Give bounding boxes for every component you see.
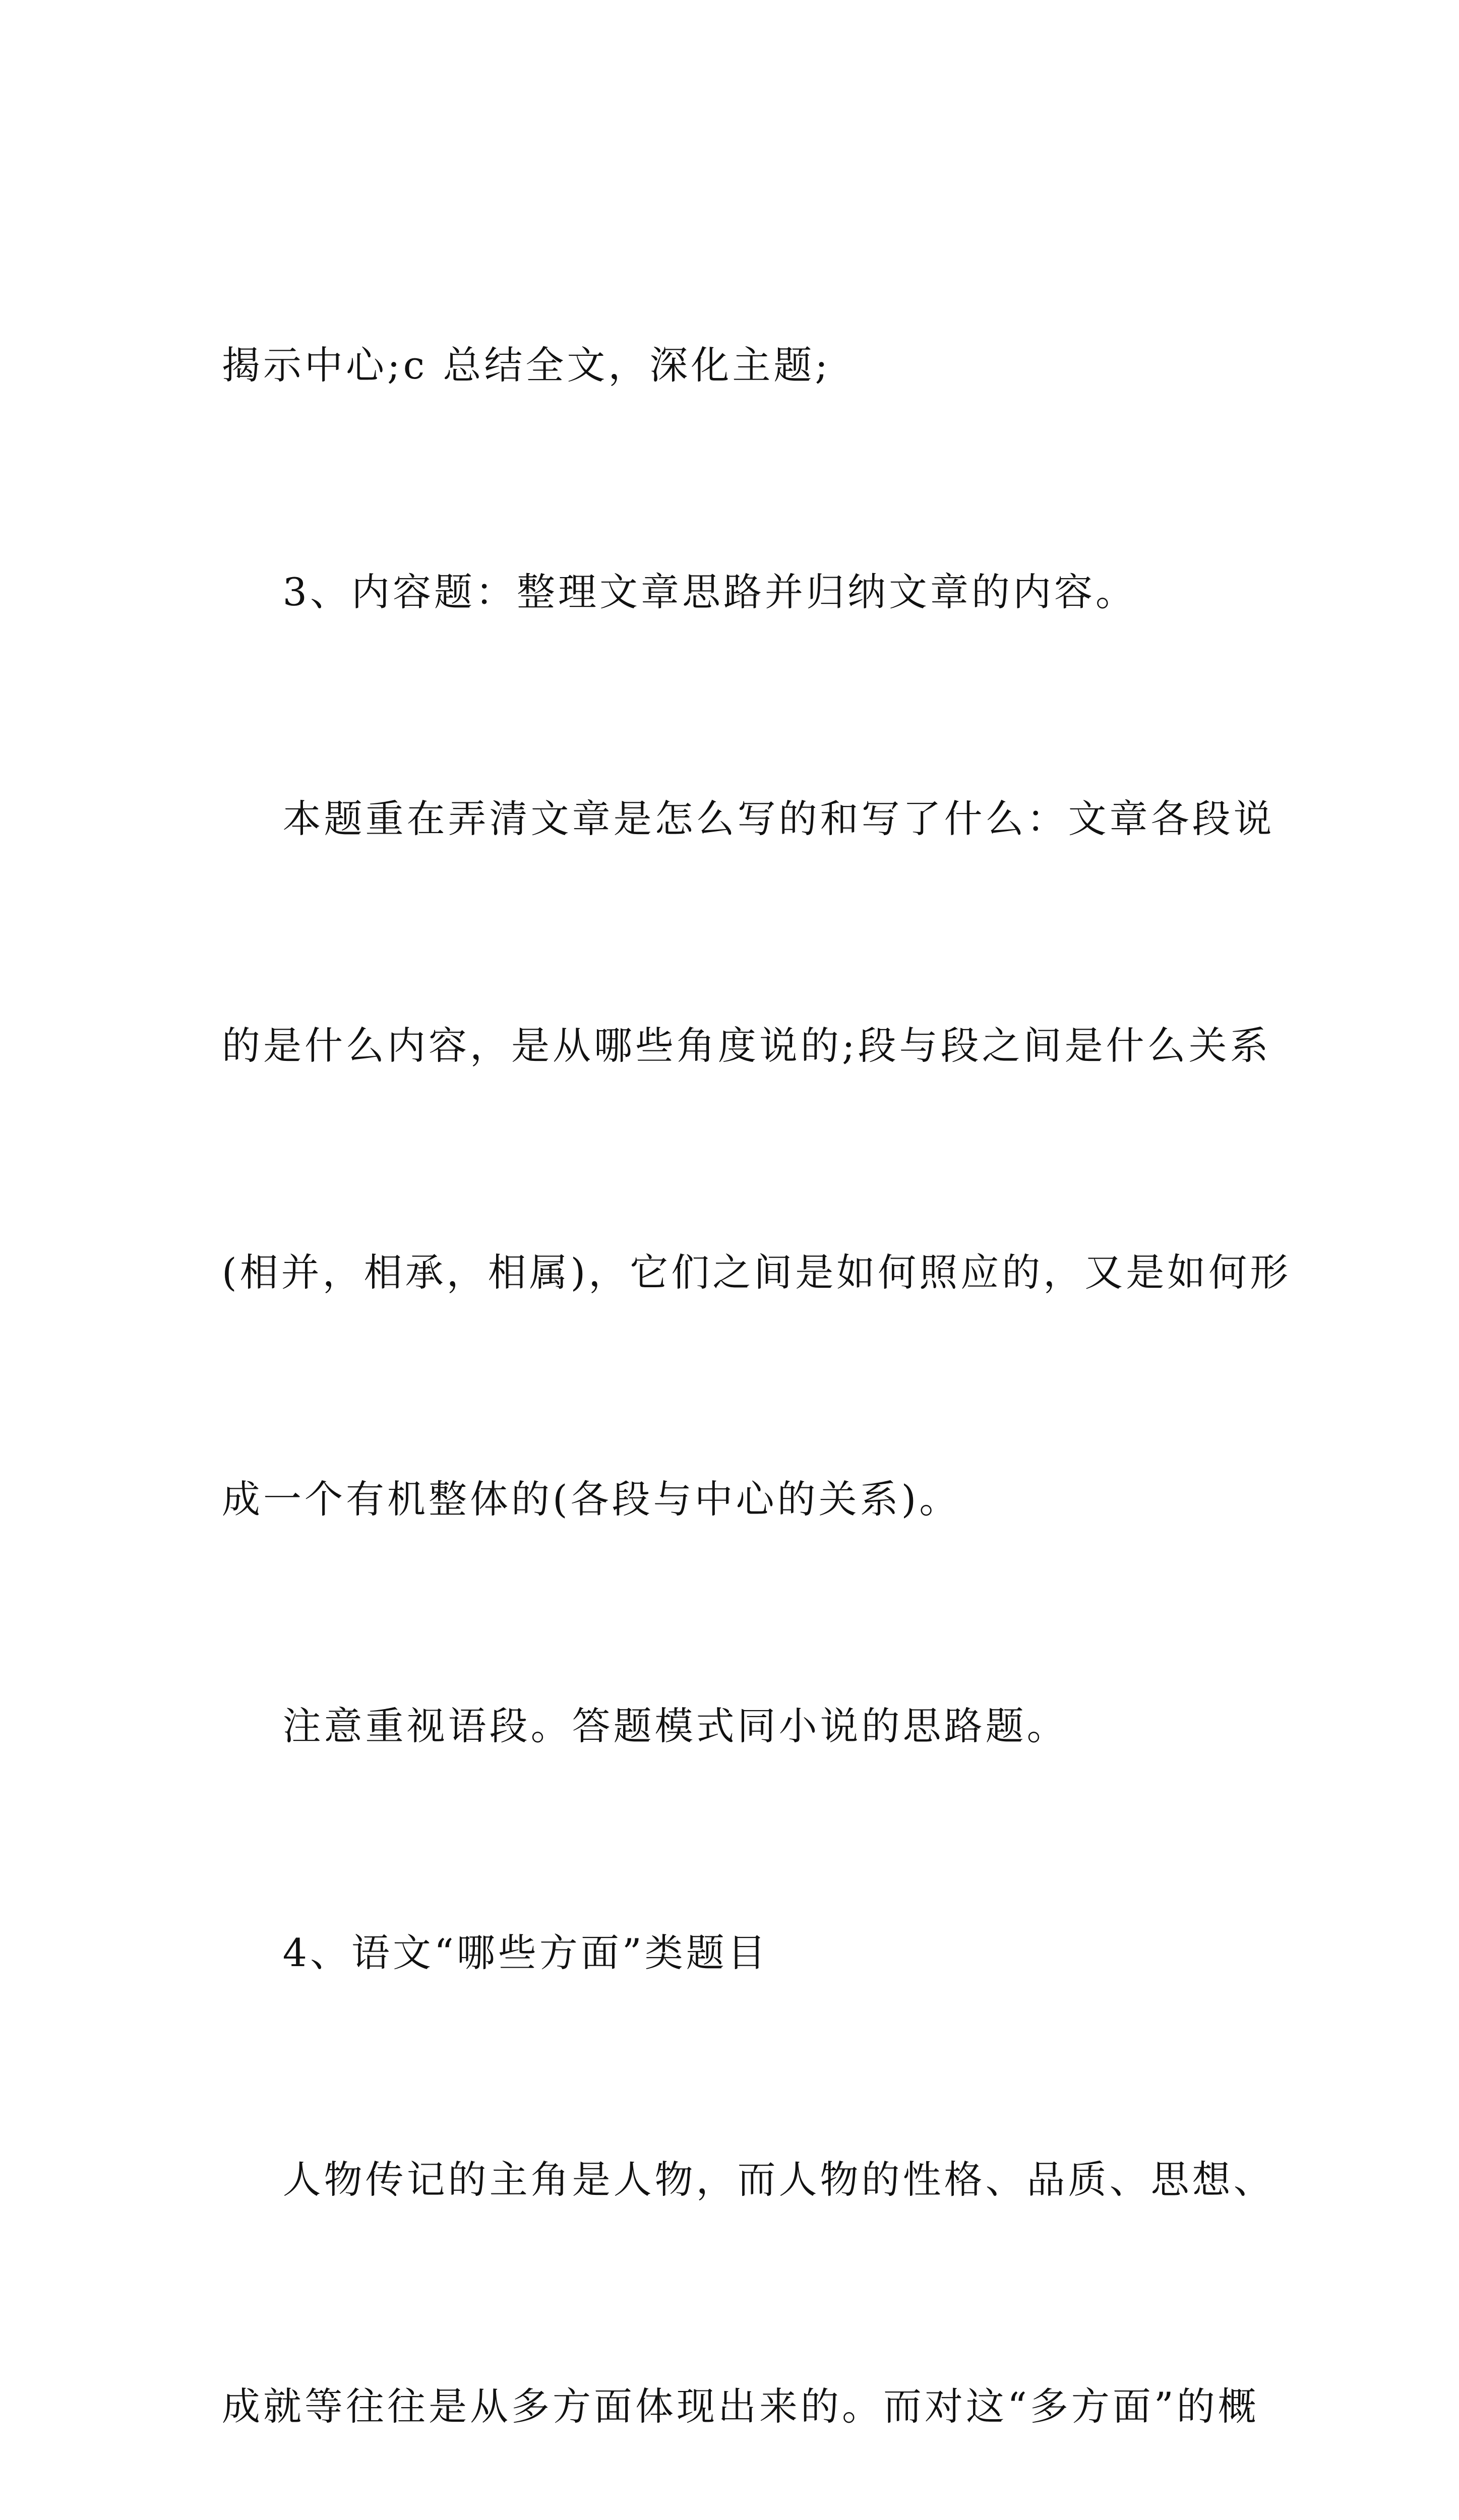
text-line: 4、语文“哪些方面”类题目 bbox=[222, 1930, 769, 1975]
text-line: 3、内容题：整理文章思路并归纳文章的内容。 bbox=[222, 570, 1137, 614]
document-body bbox=[222, 176, 1292, 2520]
text-line: 注意重视语段。答题模式同小说的思路题。 bbox=[222, 1704, 1068, 1748]
text-line: (相并，相承，相属)，它们之间是如何照应的，又是如何形 bbox=[222, 1250, 1292, 1295]
text-line: 本题重在弄清文章是怎么写的和写了什么：文章各段说 bbox=[222, 796, 1275, 841]
text-line: 揭示中心;c 总结全文，深化主题; bbox=[222, 343, 831, 388]
text-line: 成一个有机整体的(各段与中心的关系)。 bbox=[222, 1477, 961, 1522]
text-line: 成就等往往是从多方面体现出来的。而对这“多方面”的概 bbox=[222, 2384, 1259, 2429]
text-line: 人物传记的主角是人物，而人物的性格、品质、思想、 bbox=[222, 2157, 1275, 2202]
text-line: 的是什么内容，是从哪些角度说的;段与段之间是什么关系 bbox=[222, 1023, 1271, 1068]
